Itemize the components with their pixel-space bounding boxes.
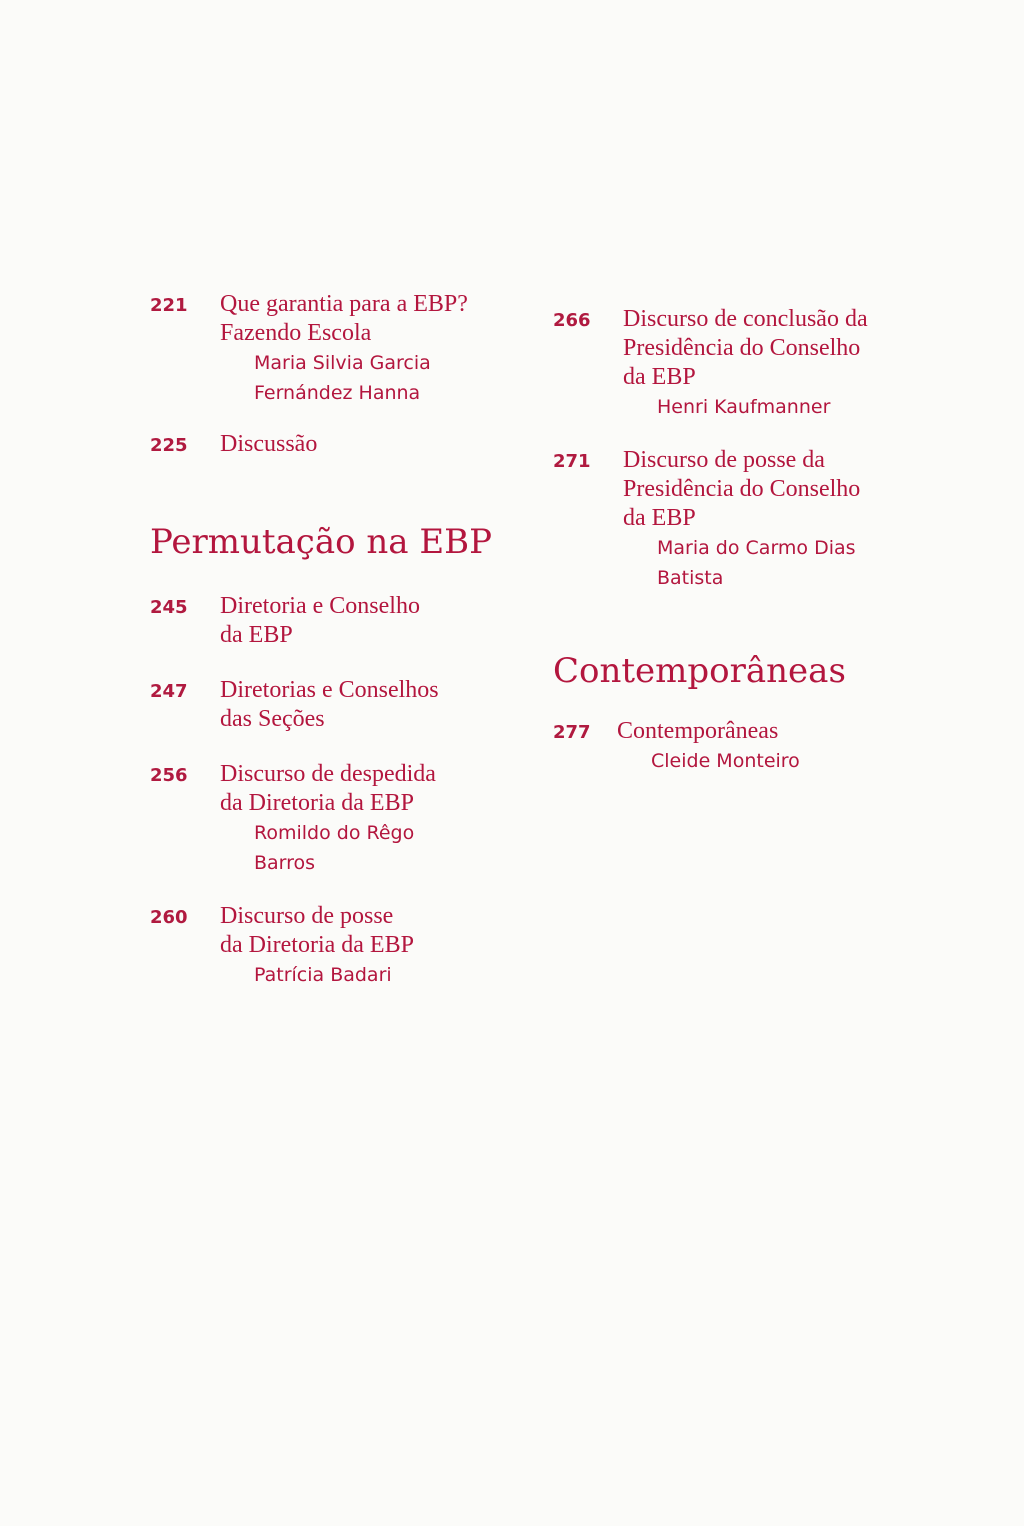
toc-entry-author-line: Maria Silvia Garcia — [254, 352, 431, 374]
toc-page-number: 260 — [150, 907, 188, 928]
toc-entry-body — [623, 446, 953, 593]
toc-entry-title-line: Discurso de posse da — [623, 447, 825, 473]
toc-page-number: 256 — [150, 765, 188, 786]
toc-entry-title-line: Contemporâneas — [617, 718, 779, 744]
toc-entry-title-line: das Seções — [220, 706, 325, 732]
toc-page-number: 221 — [150, 295, 188, 316]
toc-entry-body — [220, 430, 550, 459]
toc-entry — [150, 290, 550, 408]
toc-entry-body — [617, 717, 953, 776]
toc-left-column — [150, 290, 550, 990]
toc-entry-title-line: da EBP — [623, 364, 696, 390]
toc-entry — [150, 592, 550, 650]
toc-entry-author-line: Batista — [657, 567, 724, 589]
toc-entry-body — [220, 592, 550, 650]
toc-right-column — [553, 305, 953, 776]
toc-page-number: 247 — [150, 681, 188, 702]
toc-entry-title-line: da Diretoria da EBP — [220, 790, 414, 816]
toc-entry-title-line: Presidência do Conselho — [623, 476, 861, 502]
toc-entry-author-line: Maria do Carmo Dias — [657, 537, 856, 559]
toc-page-number: 245 — [150, 597, 188, 618]
toc-entry-title-line: Discurso de conclusão da — [623, 306, 868, 332]
toc-entry-title-line: Fazendo Escola — [220, 320, 372, 346]
toc-entry — [553, 446, 953, 593]
toc-entry-author-line: Patrícia Badari — [254, 964, 392, 986]
toc-entry-title-line: Discurso de despedida — [220, 761, 436, 787]
toc-entry-title-line: Presidência do Conselho — [623, 335, 861, 361]
toc-entry-title-line: da EBP — [220, 622, 293, 648]
toc-entry-author-line: Cleide Monteiro — [651, 750, 800, 772]
toc-entry-body — [220, 760, 550, 878]
toc-entry-title-line: da Diretoria da EBP — [220, 932, 414, 958]
toc-entry-body — [623, 305, 953, 422]
toc-page-number: 225 — [150, 435, 188, 456]
toc-entry-author-line: Romildo do Rêgo — [254, 822, 415, 844]
toc-entry-author-line: Fernández Hanna — [254, 382, 421, 404]
toc-entry-body — [220, 902, 550, 990]
toc-entry — [150, 902, 550, 990]
toc-entry-body — [220, 676, 550, 734]
toc-entry — [553, 305, 953, 422]
toc-entry — [150, 430, 550, 460]
toc-entry-title-line: Diretorias e Conselhos — [220, 677, 439, 703]
section-heading: Contemporâneas — [553, 651, 846, 691]
toc-page-number: 266 — [553, 310, 591, 331]
toc-entry-body — [220, 290, 550, 408]
section-heading: Permutação na EBP — [150, 522, 493, 562]
toc-entry-title-line: da EBP — [623, 505, 696, 531]
toc-entry — [553, 717, 953, 776]
toc-entry — [150, 676, 550, 734]
toc-entry-title-line: Discussão — [220, 431, 318, 457]
toc-entry-author-line: Henri Kaufmanner — [657, 396, 831, 418]
toc-page-number: 277 — [553, 722, 591, 743]
toc-entry-title-line: Diretoria e Conselho — [220, 593, 420, 619]
toc-entry-title-line: Que garantia para a EBP? — [220, 291, 468, 317]
toc-entry — [150, 760, 550, 878]
toc-entry-author-line: Barros — [254, 852, 316, 874]
toc-page-number: 271 — [553, 451, 591, 472]
toc-entry-title-line: Discurso de posse — [220, 903, 394, 929]
